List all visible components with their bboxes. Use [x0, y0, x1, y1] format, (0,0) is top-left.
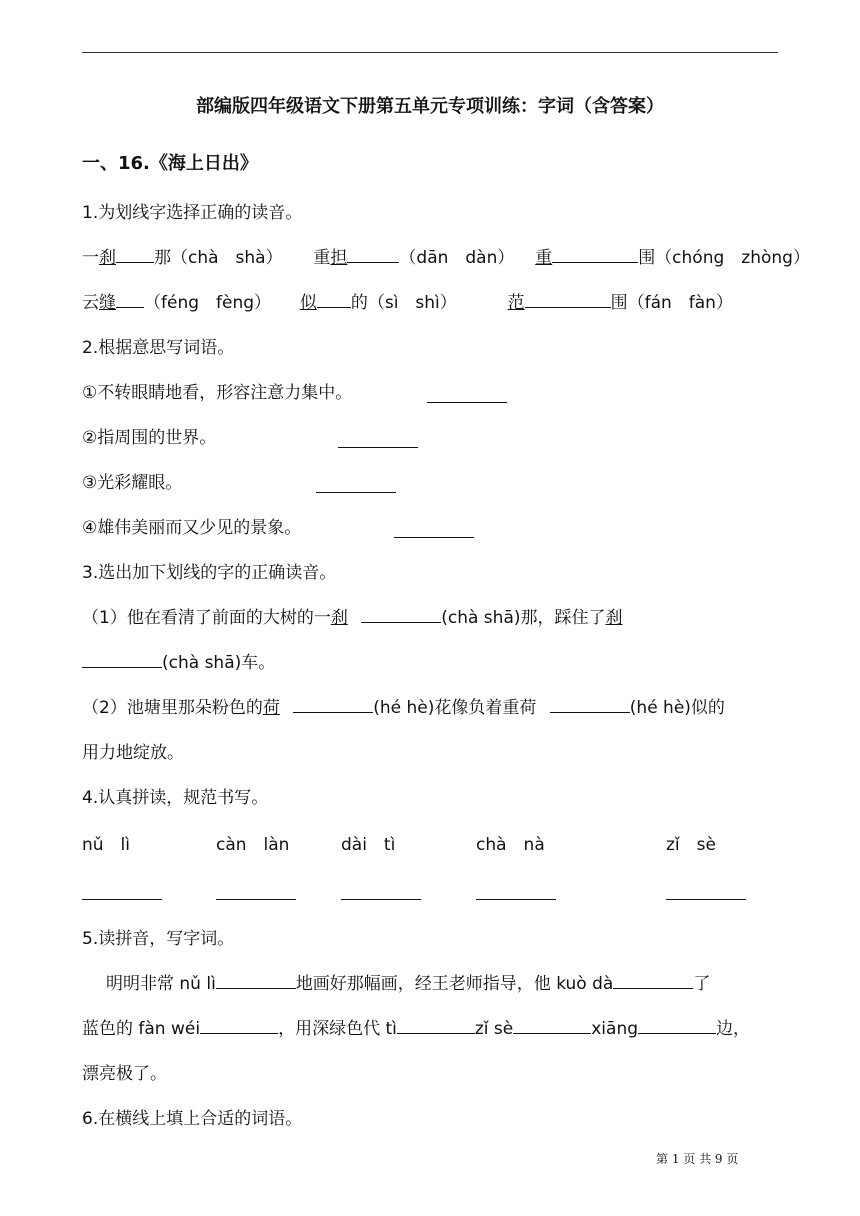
q3-prompt: 3.选出加下划线的字的正确读音。: [82, 563, 337, 583]
answer-blank[interactable]: [116, 246, 154, 263]
q3-sentence-1-cont: [82, 651, 275, 675]
page-title: 部编版四年级语文下册第五单元专项训练：字词（含答案）: [196, 96, 664, 117]
answer-blank[interactable]: [216, 972, 296, 989]
header-rule: [82, 52, 778, 53]
answer-blank[interactable]: [116, 291, 144, 308]
q5-line-2: [82, 1017, 750, 1041]
q3-s1-text-c: (chà shā)车。: [162, 653, 276, 673]
q3-s2-char: 荷: [262, 698, 280, 718]
answer-blank[interactable]: [200, 1017, 278, 1034]
answer-blank[interactable]: [476, 899, 556, 900]
q5-text-7: xiāng: [591, 1019, 639, 1039]
q5-text-8: 边，: [716, 1019, 751, 1039]
q1-r1-b-post: （dān dàn）: [399, 248, 515, 268]
q4-pinyin-4: chà nà: [476, 835, 545, 855]
q3-s2-text-b: (hé hè)花像负着重荷: [373, 698, 537, 718]
answer-blank[interactable]: [550, 696, 630, 713]
q5-text-6: zǐ sè: [474, 1019, 514, 1039]
q2-prompt: 2.根据意思写词语。: [82, 338, 235, 358]
answer-blank[interactable]: [82, 651, 162, 668]
q4-pinyin-5: zǐ sè: [666, 835, 716, 855]
q1-prompt: 1.为划线字选择正确的读音。: [82, 203, 303, 223]
q3-s2-text-a: （2）池塘里那朵粉色的: [82, 698, 263, 718]
answer-blank[interactable]: [341, 899, 421, 900]
q3-sentence-2: [82, 696, 725, 720]
q1-r1-b-pre: 重: [313, 248, 331, 268]
answer-blank[interactable]: [394, 537, 474, 538]
q3-s1-text-b: (chà shā)那，踩住了: [441, 608, 606, 628]
answer-blank[interactable]: [82, 899, 162, 900]
q5-line-1: [106, 972, 710, 996]
q1-r2-a-post: （féng fèng）: [144, 293, 272, 313]
q1-r1-c-char: 重: [535, 248, 553, 268]
q5-text-2: 地画好那幅画，经王老师指导，他 kuò dà: [295, 974, 614, 994]
answer-blank[interactable]: [361, 606, 441, 623]
q5-line-3: 漂亮极了。: [82, 1064, 167, 1084]
answer-blank[interactable]: [216, 899, 296, 900]
q4-pinyin-1: nǔ lì: [82, 835, 130, 855]
answer-blank[interactable]: [552, 246, 638, 263]
q3-s1-char-2: 刹: [605, 608, 623, 628]
q1-r1-b-char: 担: [330, 248, 348, 268]
q5-text-5: ，用深绿色代 tì: [278, 1019, 397, 1039]
q3-s1-char: 刹: [330, 608, 348, 628]
q3-sentence-2-cont: 用力地绽放。: [82, 743, 184, 763]
q3-sentence-1: [82, 606, 623, 630]
q2-item-1: ①不转眼睛地看，形容注意力集中。: [82, 383, 353, 403]
section-heading: 一、16.《海上日出》: [82, 153, 258, 174]
q1-r1-a-post: 那（chà shà）: [154, 248, 283, 268]
answer-blank[interactable]: [513, 1017, 591, 1034]
answer-blank[interactable]: [338, 447, 418, 448]
q5-text-4: 蓝色的 fàn wéi: [82, 1019, 201, 1039]
q2-item-4: ④雄伟美丽而又少见的景象。: [82, 518, 302, 538]
q1-row1: [82, 246, 810, 270]
q5-text-3: 了: [693, 974, 711, 994]
q1-row2: [82, 291, 733, 315]
answer-blank[interactable]: [347, 246, 399, 263]
answer-blank[interactable]: [317, 291, 351, 308]
q4-prompt: 4.认真拼读，规范书写。: [82, 788, 269, 808]
q1-r2-a-pre: 云: [82, 293, 99, 313]
q5-text-1: 明明非常 nǔ lì: [106, 974, 216, 994]
answer-blank[interactable]: [525, 291, 611, 308]
q3-s2-text-c: (hé hè)似的: [629, 698, 725, 718]
q1-r1-c-post: 围（chóng zhòng）: [638, 248, 810, 268]
page-footer: 第 1 页 共 9 页: [656, 1152, 739, 1166]
answer-blank[interactable]: [293, 696, 373, 713]
q1-r2-c-post: 围（fán fàn）: [610, 293, 733, 313]
answer-blank[interactable]: [427, 402, 507, 403]
q1-r2-a-char: 缝: [99, 293, 116, 313]
answer-blank[interactable]: [666, 899, 746, 900]
q4-pinyin-3: dài tì: [341, 835, 396, 855]
q4-pinyin-2: càn làn: [216, 835, 290, 855]
q1-r1-a-char: 刹: [99, 248, 116, 268]
q2-item-3: ③光彩耀眼。: [82, 473, 183, 493]
q1-r2-b-post: 的（sì shì）: [350, 293, 457, 313]
q3-s1-text-a: （1）他在看清了前面的大树的一: [82, 608, 331, 628]
answer-blank[interactable]: [316, 492, 396, 493]
q6-prompt: 6.在横线上填上合适的词语。: [82, 1109, 303, 1129]
answer-blank[interactable]: [397, 1017, 475, 1034]
q2-item-2: ②指周围的世界。: [82, 428, 217, 448]
answer-blank[interactable]: [638, 1017, 716, 1034]
q1-r2-b-char: 似: [299, 293, 317, 313]
q1-r2-c-char: 范: [507, 293, 525, 313]
answer-blank[interactable]: [613, 972, 693, 989]
q1-r1-a-pre: 一: [82, 248, 99, 268]
q5-prompt: 5.读拼音，写字词。: [82, 929, 235, 949]
